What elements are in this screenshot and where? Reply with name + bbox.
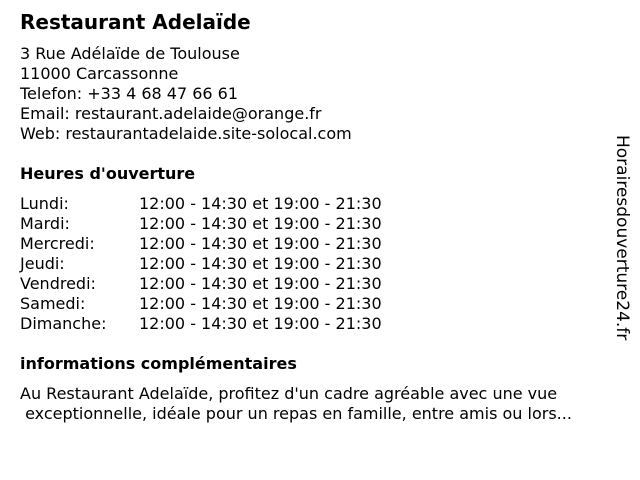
day-label: Dimanche:	[20, 314, 107, 333]
time-range: 12:00 - 14:30 et 19:00 - 21:30	[139, 234, 382, 253]
description-line-2: exceptionnelle, idéale pour un repas en famille, entre amis ou lors...	[20, 404, 572, 423]
hours-heading: Heures d'ouverture	[20, 164, 196, 183]
watermark-text: Horairesdouverture24.fr	[612, 135, 632, 341]
day-label: Lundi:	[20, 194, 69, 213]
day-label: Vendredi:	[20, 274, 96, 293]
day-label: Mardi:	[20, 214, 70, 233]
time-range: 12:00 - 14:30 et 19:00 - 21:30	[139, 314, 382, 333]
address-line-1: 3 Rue Adélaïde de Toulouse	[20, 44, 240, 63]
day-label: Mercredi:	[20, 234, 95, 253]
time-range: 12:00 - 14:30 et 19:00 - 21:30	[139, 194, 382, 213]
email-line: Email: restaurant.adelaide@orange.fr	[20, 104, 322, 123]
day-label: Samedi:	[20, 294, 86, 313]
info-description	[20, 384, 630, 424]
contact-block	[20, 44, 352, 144]
web-line: Web: restaurantadelaide.site-solocal.com	[20, 124, 352, 143]
restaurant-title: Restaurant Adelaïde	[20, 10, 251, 34]
time-range: 12:00 - 14:30 et 19:00 - 21:30	[139, 214, 382, 233]
day-label: Jeudi:	[20, 254, 65, 273]
info-heading: informations complémentaires	[20, 354, 297, 373]
site-watermark	[610, 135, 634, 365]
time-range: 12:00 - 14:30 et 19:00 - 21:30	[139, 254, 382, 273]
time-range: 12:00 - 14:30 et 19:00 - 21:30	[139, 274, 382, 293]
time-range: 12:00 - 14:30 et 19:00 - 21:30	[139, 294, 382, 313]
phone-line: Telefon: +33 4 68 47 66 61	[20, 84, 239, 103]
description-line-1: Au Restaurant Adelaïde, profitez d'un cadre agréable avec une vue	[20, 384, 558, 403]
address-line-2: 11000 Carcassonne	[20, 64, 179, 83]
